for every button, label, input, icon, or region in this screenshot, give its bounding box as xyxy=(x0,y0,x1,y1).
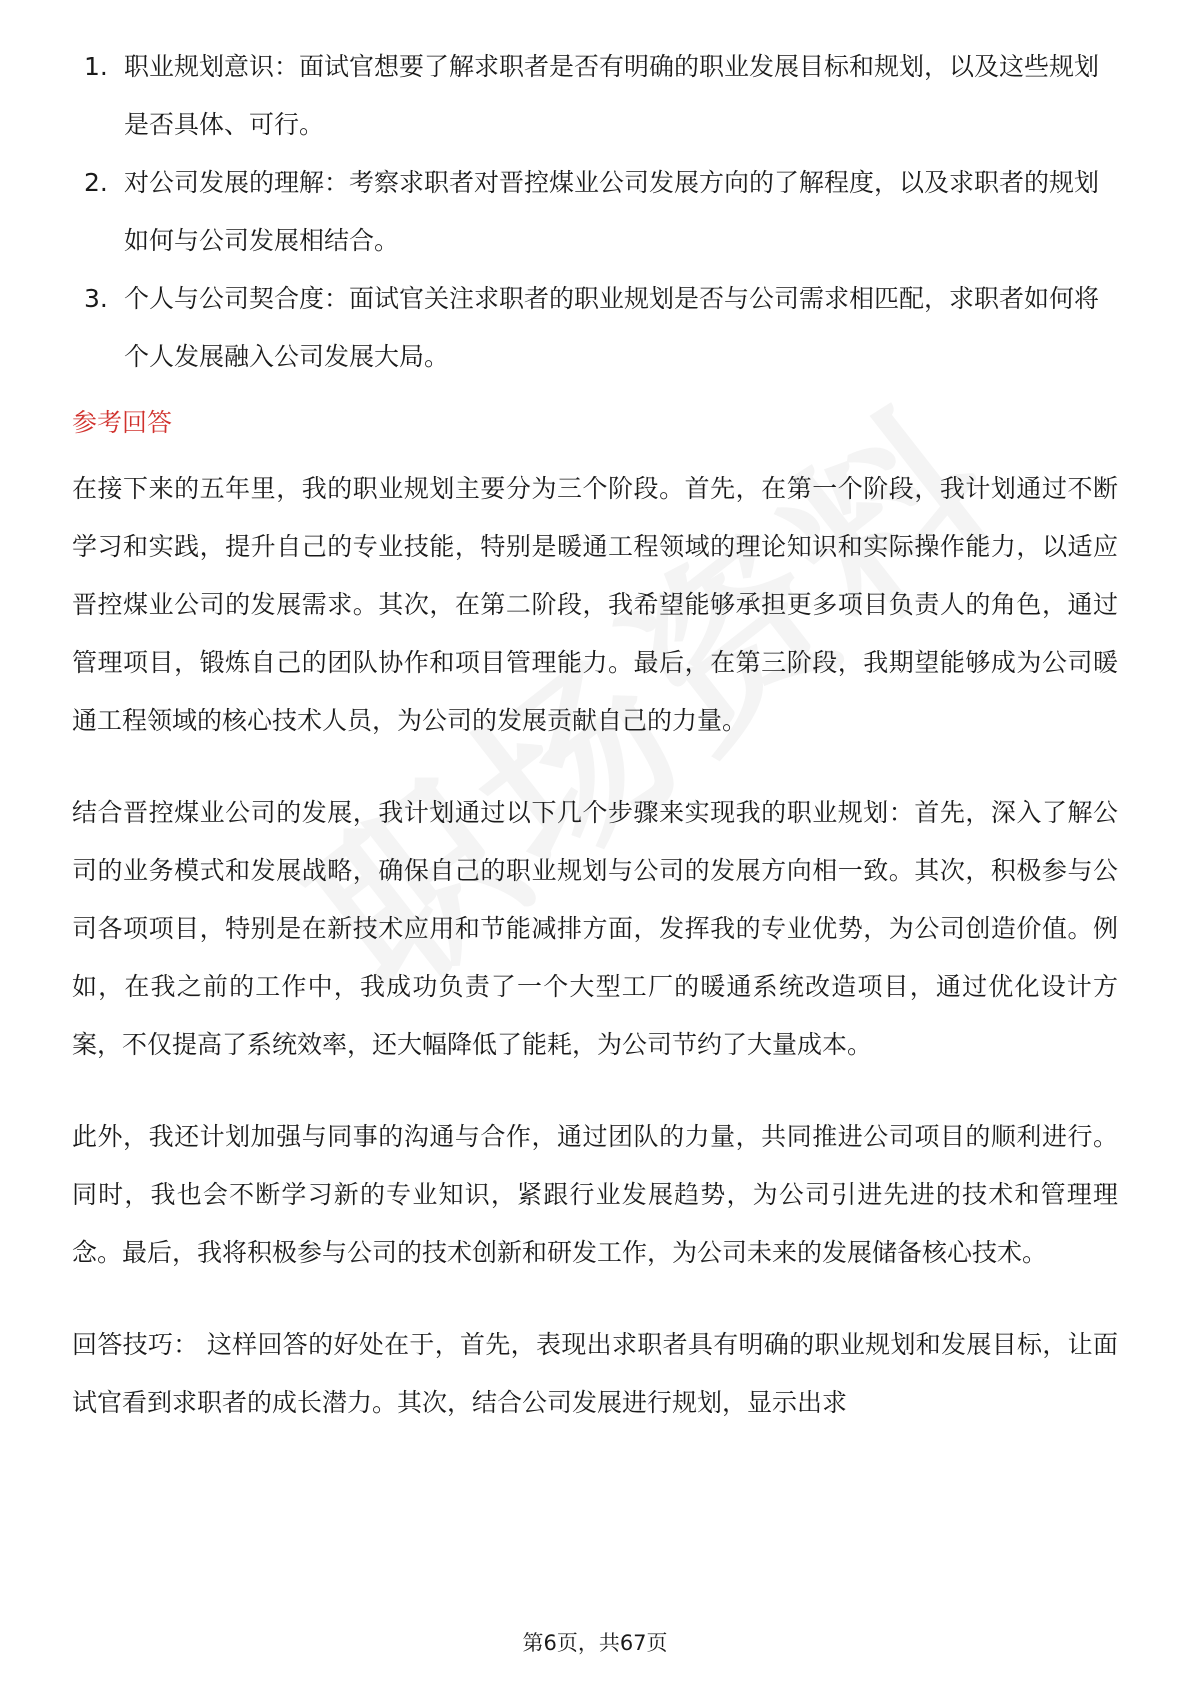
answer-tips-paragraph: 回答技巧： 这样回答的好处在于，首先，表现出求职者具有明确的职业规划和发展目标，让面试官看到求职者的成长潜力。其次，结合公司发展进行规划，显示出求 xyxy=(72,1330,1118,1417)
answer-paragraph: 结合晋控煤业公司的发展，我计划通过以下几个步骤来实现我的职业规划：首先，深入了解公司的业务模式和发展战略，确保自己的职业规划与公司的发展方向相一致。其次，积极参与公司各项项目，特别是在新技术应用和节能减排方面，发挥我的专业优势，为公司创造价值。例如，在我之前的工作中，我成功负责了一个大型工厂的暖通系统改造项目，通过优化设计方案，不仅提高了系统效率，还大幅降低了能耗，为公司节约了大量成本。 xyxy=(72,798,1118,1059)
criteria-list xyxy=(72,38,1118,386)
criteria-number: 2. xyxy=(84,168,108,197)
criteria-text: 个人与公司契合度：面试官关注求职者的职业规划是否与公司需求相匹配，求职者如何将个人发展融入公司发展大局。 xyxy=(124,284,1100,371)
criteria-item xyxy=(72,38,1118,154)
reference-answer-heading: 参考回答 xyxy=(72,408,173,437)
page-content xyxy=(72,38,1118,1466)
criteria-text: 对公司发展的理解：考察求职者对晋控煤业公司发展方向的了解程度，以及求职者的规划如何与公司发展相结合。 xyxy=(124,168,1100,255)
criteria-item xyxy=(72,270,1118,386)
criteria-item xyxy=(72,154,1118,270)
criteria-text: 职业规划意识：面试官想要了解求职者是否有明确的职业发展目标和规划，以及这些规划是否具体、可行。 xyxy=(124,52,1100,139)
page-footer: 第6页，共67页 xyxy=(522,1631,668,1655)
answer-paragraph: 此外，我还计划加强与同事的沟通与合作，通过团队的力量，共同推进公司项目的顺利进行。同时，我也会不断学习新的专业知识，紧跟行业发展趋势，为公司引进先进的技术和管理理念。最后，我将积极参与公司的技术创新和研发工作，为公司未来的发展储备核心技术。 xyxy=(72,1122,1118,1267)
criteria-number: 1. xyxy=(84,52,108,81)
answer-paragraph: 在接下来的五年里，我的职业规划主要分为三个阶段。首先，在第一个阶段，我计划通过不断学习和实践，提升自己的专业技能，特别是暖通工程领域的理论知识和实际操作能力，以适应晋控煤业公司的发展需求。其次，在第二阶段，我希望能够承担更多项目负责人的角色，通过管理项目，锻炼自己的团队协作和项目管理能力。最后，在第三阶段，我期望能够成为公司暖通工程领域的核心技术人员，为公司的发展贡献自己的力量。 xyxy=(72,474,1118,735)
criteria-number: 3. xyxy=(84,284,108,313)
